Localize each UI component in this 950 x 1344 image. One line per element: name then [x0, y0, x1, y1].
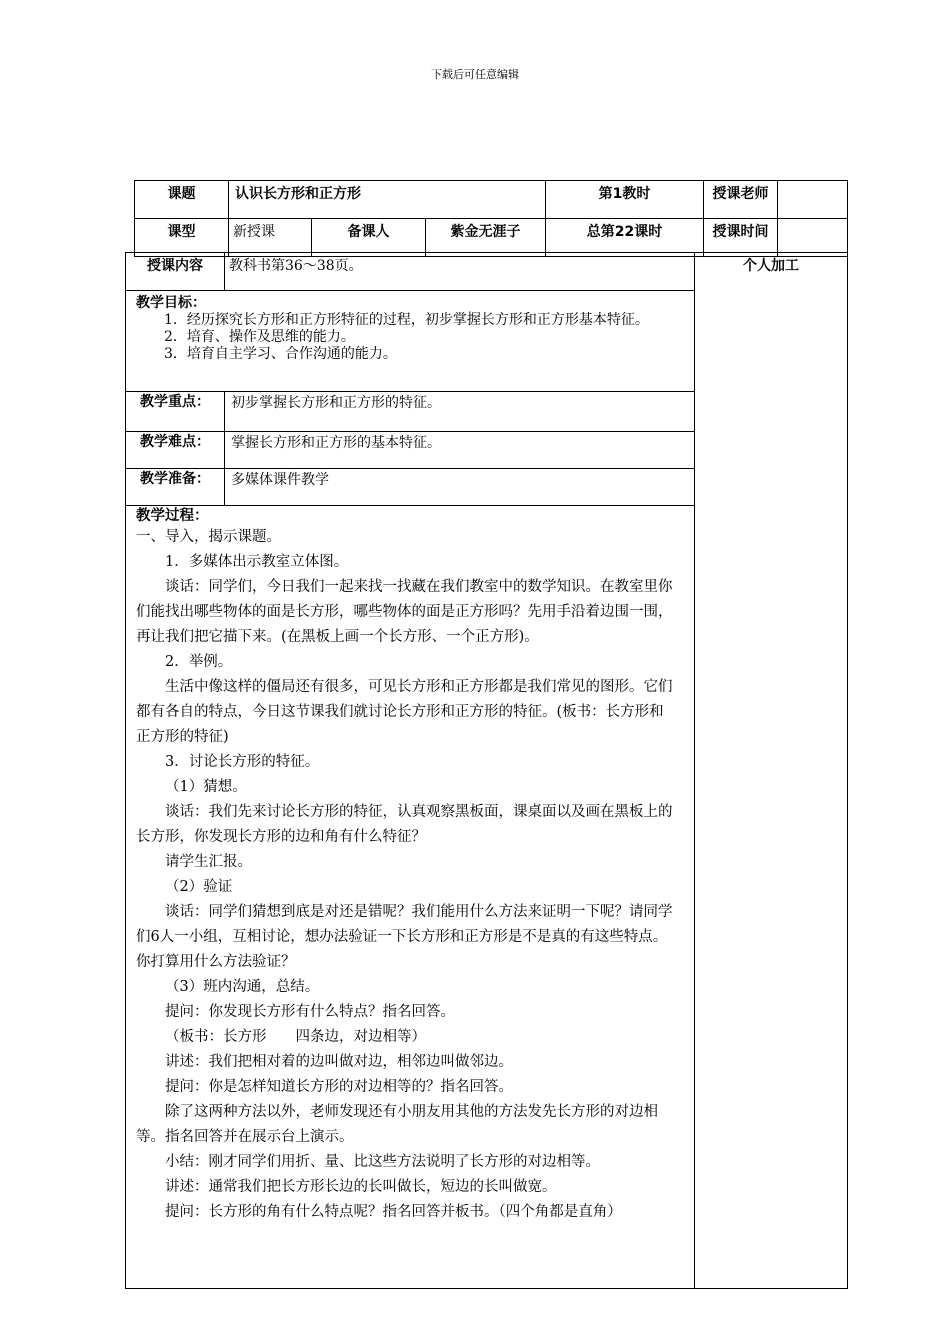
process-paragraph: （2）验证 [165, 879, 233, 895]
goal-item: 3．培育自主学习、合作沟通的能力。 [164, 346, 397, 362]
process-paragraph: 一、导入，揭示课题。 [136, 529, 281, 545]
type-label: 课型 [135, 219, 229, 257]
process-label: 教学过程： [136, 508, 209, 524]
teaching-process [126, 506, 695, 1289]
subject-value: 认识长方形和正方形 [229, 181, 546, 219]
process-paragraph: （3）班内沟通，总结。 [165, 979, 320, 995]
preparer-value: 紫金无涯子 [426, 219, 546, 257]
process-paragraph: 谈话：同学们，今日我们一起来找一找藏在我们教室中的数学知识。在教室里你们能找出哪些物体的面是长方形，哪些物体的面是正方形吗？先用手沿着边围一围，再让我们把它描下来。(在黑板上画一个长方形、一个正方形)。 [136, 579, 673, 645]
type-value: 新授课 [229, 219, 312, 257]
lesson-plan-table [125, 252, 848, 1289]
personal-label: 个人加工 [695, 253, 848, 1289]
subject-label: 课题 [135, 181, 229, 219]
preparer-label: 备课人 [312, 219, 426, 257]
difficulty-value: 掌握长方形和正方形的基本特征。 [225, 432, 695, 469]
lesson-number: 第1教时 [546, 181, 704, 219]
process-paragraph: 提问：长方形的角有什么特点呢？指名回答并板书。（四个角都是直角） [165, 1204, 622, 1220]
process-paragraph: （1）猜想。 [165, 779, 247, 795]
process-paragraph: 提问：你发现长方形有什么特点？指名回答。 [165, 1004, 455, 1020]
process-paragraph: 请学生汇报。 [165, 854, 252, 870]
page-header: 下载后可任意编辑 [431, 68, 519, 81]
total-lessons: 总第22课时 [546, 219, 704, 257]
goal-item: 2．培育、操作及思维的能力。 [164, 329, 355, 345]
teacher-label: 授课老师 [704, 181, 778, 219]
time-label: 授课时间 [704, 219, 778, 257]
process-paragraph: 讲述：我们把相对着的边叫做对边，相邻边叫做邻边。 [165, 1054, 513, 1070]
process-paragraph: （板书：长方形 四条边，对边相等） [165, 1029, 426, 1045]
process-paragraph: 除了这两种方法以外，老师发现还有小朋友用其他的方法发先长方形的对边相等。指名回答并在展示台上演示。 [136, 1104, 658, 1145]
goal-item: 1．经历探究长方形和正方形特征的过程，初步掌握长方形和正方形基本特征。 [164, 312, 649, 328]
time-value [778, 219, 848, 257]
process-paragraph: 讲述：通常我们把长方形长边的长叫做长，短边的长叫做宽。 [165, 1179, 557, 1195]
process-paragraph: 生活中像这样的僵局还有很多，可见长方形和正方形都是我们常见的图形。它们都有各自的特点，今日这节课我们就讨论长方形和正方形的特征。(板书：长方形和正方形的特征) [136, 679, 673, 745]
content-value: 教科书第36～38页。 [225, 253, 695, 291]
lesson-info-table [134, 180, 848, 257]
prep-label: 教学准备： [126, 469, 225, 506]
teaching-goals [126, 291, 695, 392]
process-paragraph: 提问：你是怎样知道长方形的对边相等的？指名回答。 [165, 1079, 513, 1095]
process-paragraph: 谈话：我们先来讨论长方形的特征，认真观察黑板面，课桌面以及画在黑板上的长方形，你发现长方形的边和角有什么特征？ [136, 804, 673, 845]
process-paragraph: 小结：刚才同学们用折、量、比这些方法说明了长方形的对边相等。 [165, 1154, 600, 1170]
process-paragraph: 谈话：同学们猜想到底是对还是错呢？我们能用什么方法来证明一下呢？请同学们6人一小组，互相讨论，想办法验证一下长方形和正方形是不是真的有这些特点。你打算用什么方法验证？ [136, 904, 673, 970]
key-value: 初步掌握长方形和正方形的特征。 [225, 392, 695, 432]
teacher-value [778, 181, 848, 219]
content-label: 授课内容 [126, 253, 225, 291]
process-paragraph: 2．举例。 [165, 654, 233, 670]
key-label: 教学重点： [126, 392, 225, 432]
process-paragraph: 3．讨论长方形的特征。 [165, 754, 320, 770]
prep-value: 多媒体课件教学 [225, 469, 695, 506]
goals-label: 教学目标： [136, 295, 206, 311]
process-paragraph: 1．多媒体出示教室立体图。 [165, 554, 349, 570]
difficulty-label: 教学难点： [126, 432, 225, 469]
